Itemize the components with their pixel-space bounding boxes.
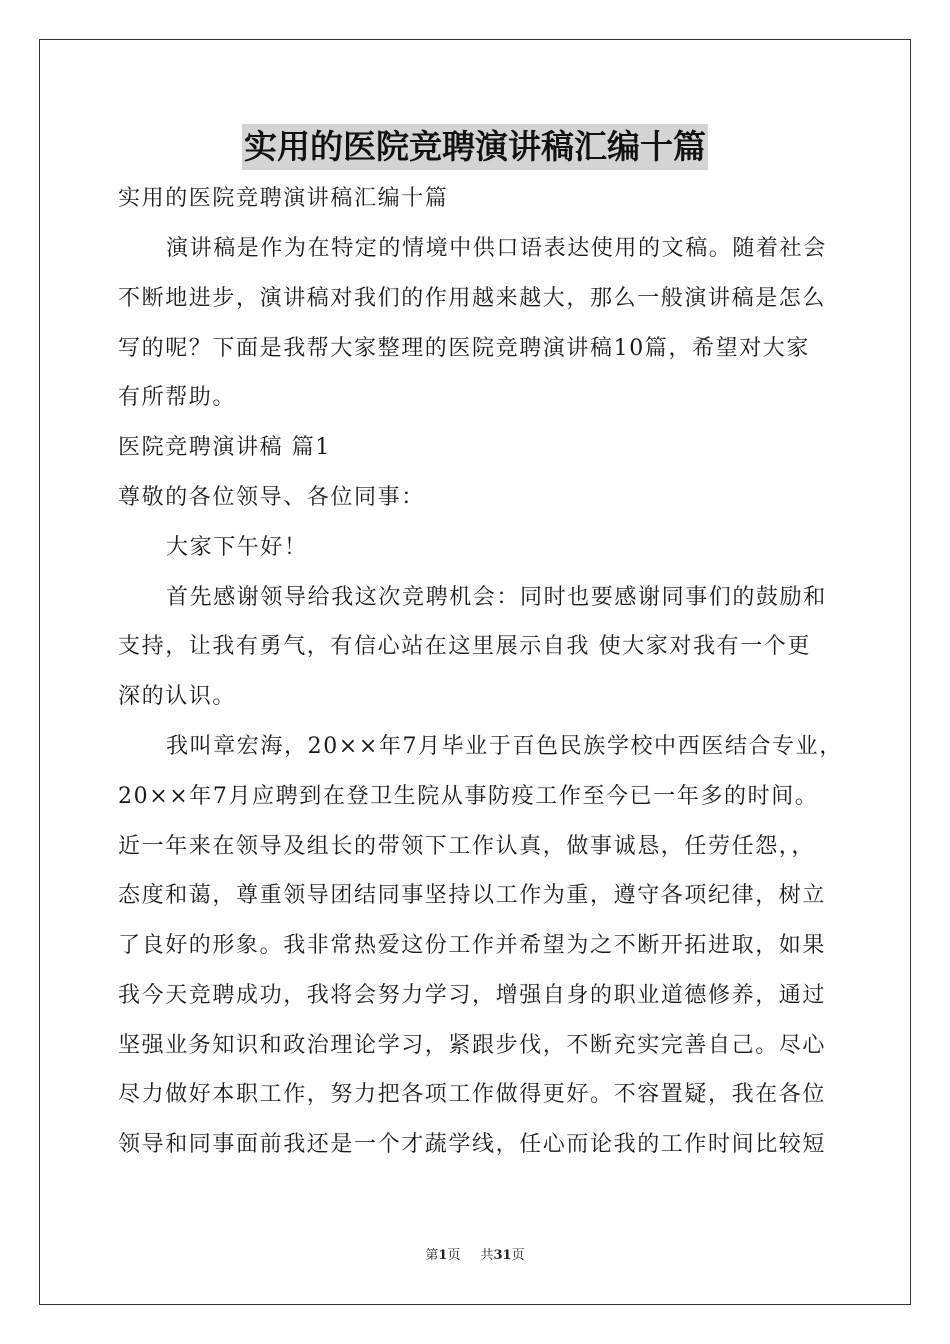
paragraph-line: 近一年来在领导及组长的带领下工作认真，做事诚恳，任劳任怨，，	[118, 834, 816, 859]
paragraph-line: 尽力做好本职工作，努力把各项工作做得更好。不容置疑，我在各位	[118, 1082, 827, 1107]
paragraph-line: 写的呢？下面是我帮大家整理的医院竞聘演讲稿10篇，希望对大家	[118, 336, 810, 361]
paragraph-line: 我今天竞聘成功，我将会努力学习，增强自身的职业道德修养，通过	[118, 983, 827, 1008]
current-page-number: 1	[438, 1248, 448, 1263]
paragraph-line: 20××年7月应聘到在登卫生院从事防疫工作至今已一年多的时间。	[118, 784, 819, 809]
paragraph-line: 深的认识。	[118, 684, 237, 709]
page-border	[39, 39, 911, 1305]
paragraph-line: 领导和同事面前我还是一个才蔬学线，任心而论我的工作时间比较短	[118, 1132, 827, 1157]
total-page-number: 31	[493, 1248, 512, 1263]
page-suffix: 页	[447, 1248, 461, 1263]
total-suffix: 页	[511, 1248, 525, 1263]
salutation-line: 尊敬的各位领导、各位同事：	[118, 485, 425, 510]
paragraph-line: 首先感谢领导给我这次竞聘机会：同时也要感谢同事们的鼓励和	[166, 585, 827, 610]
paragraph-line: 坚强业务知识和政治理论学习，紧跟步伐，不断充实完善自己。尽心	[118, 1033, 827, 1058]
greeting-line: 大家下午好！	[166, 535, 308, 560]
section-heading: 医院竞聘演讲稿 篇1	[118, 435, 331, 460]
paragraph-line: 支持，让我有勇气，有信心站在这里展示自我 使大家对我有一个更	[118, 634, 811, 659]
paragraph-line: 不断地进步，演讲稿对我们的作用越来越大，那么一般演讲稿是怎么	[118, 286, 827, 311]
page-footer	[0, 1247, 950, 1265]
paragraph-line: 了良好的形象。我非常热爱这份工作并希望为之不断开拓进取，如果	[118, 933, 827, 958]
paragraph-line: 演讲稿是作为在特定的情境中供口语表达使用的文稿。随着社会	[166, 236, 827, 261]
paragraph-line: 有所帮助。	[118, 385, 237, 410]
subtitle-line: 实用的医院竞聘演讲稿汇编十篇	[118, 186, 449, 211]
title-container	[0, 124, 950, 170]
page-prefix: 第	[425, 1248, 439, 1263]
document-title: 实用的医院竞聘演讲稿汇编十篇	[242, 124, 708, 170]
paragraph-line: 我叫章宏海，20××年7月毕业于百色民族学校中西医结合专业，	[166, 734, 843, 759]
total-prefix: 共	[480, 1248, 494, 1263]
paragraph-line: 态度和蔼，尊重领导团结同事坚持以工作为重，遵守各项纪律，树立	[118, 883, 827, 908]
